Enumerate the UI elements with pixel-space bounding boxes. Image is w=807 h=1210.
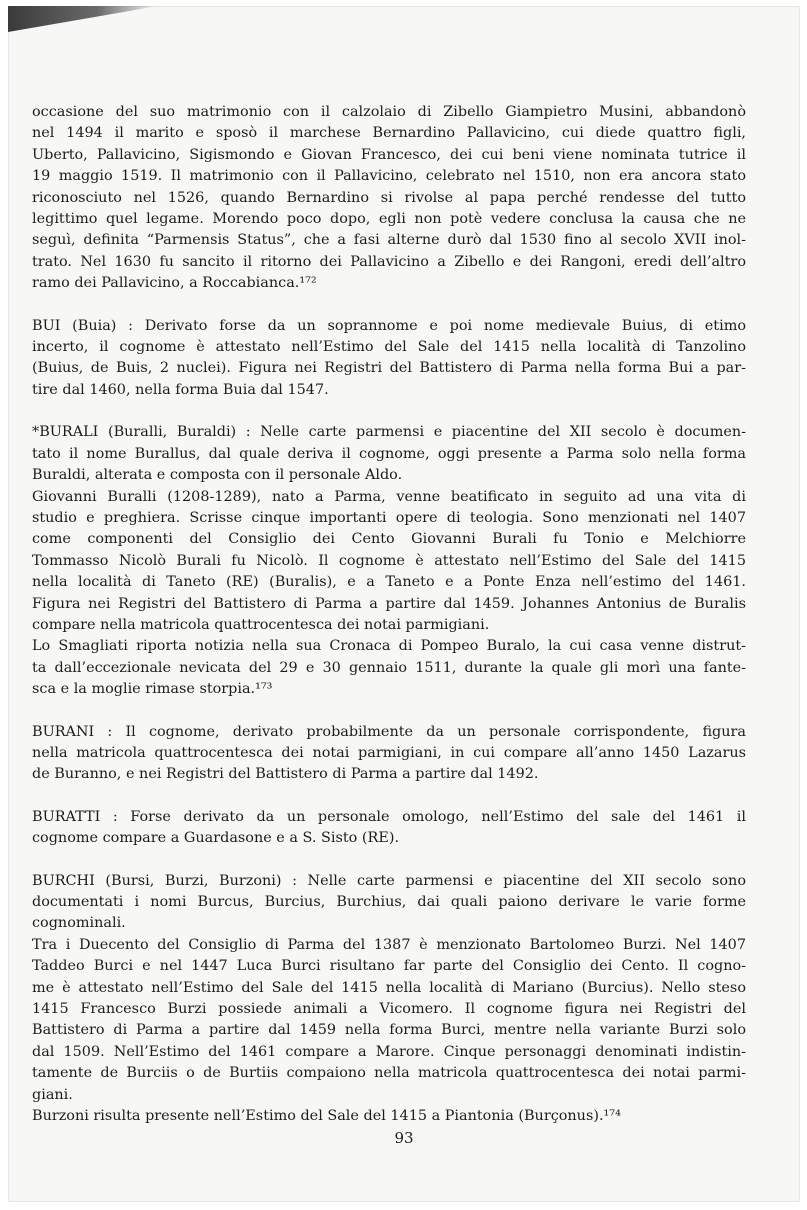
text-line: ramo dei Pallavicino, a Roccabianca.¹⁷² [32, 275, 317, 292]
text-line: dal 1509. Nell’Estimo del 1461 compare a Marore. Cinque personaggi denominati indistin- [32, 1043, 746, 1060]
text-line: BURATTI : Forse derivato da un personale omologo, nell’Estimo del sale del 1461 il [32, 808, 746, 825]
text-line: Buraldi, alterata e composta con il personale Aldo. [32, 467, 403, 484]
text-line: (Buius, de Buis, 2 nuclei). Figura nei Registri del Battistero di Parma nella forma Bui a par- [32, 360, 746, 377]
text-line: tire dal 1460, nella forma Buia dal 1547. [32, 381, 329, 398]
text-line: tamente de Burciis o de Burtiis compaiono nella matricola quattrocentesca dei notai parmi- [32, 1065, 746, 1082]
text-line: nella matricola quattrocentesca dei notai parmigiani, in cui compare all’anno 1450 Lazarus [32, 744, 746, 761]
book-page [8, 6, 800, 1202]
text-line: cognominali. [32, 915, 126, 932]
text-line: cognome compare a Guardasone e a S. Sisto (RE). [32, 830, 400, 847]
text-line: riconosciuto nel 1526, quando Bernardino si rivolse al papa perché rendesse del tutto [32, 189, 746, 206]
entry-bui [32, 316, 746, 402]
text-line: come componenti del Consiglio dei Cento Giovanni Burali fu Tonio e Melchiorre [32, 531, 746, 548]
text-line: trato. Nel 1630 fu sancito il ritorno dei Pallavicino a Zibello e dei Rangoni, eredi dell’altro [32, 253, 746, 270]
text-line: Giovanni Buralli (1208-1289), nato a Parma, venne beatificato in seguito ad una vita di [32, 488, 746, 505]
text-line: Uberto, Pallavicino, Sigismondo e Giovan Francesco, dei cui beni viene nominata tutrice il [32, 146, 746, 163]
page-text [32, 102, 746, 1127]
text-line: Battistero di Parma a partire dal 1459 nella forma Burci, mentre nella variante Burzi solo [32, 1022, 746, 1039]
text-line: BURCHI (Bursi, Burzi, Burzoni) : Nelle carte parmensi e piacentine del XII secolo sono [32, 872, 746, 889]
text-line: Tommasso Nicolò Burali fu Nicolò. Il cognome è attestato nell’Estimo del Sale del 1415 [32, 552, 746, 569]
text-line: Figura nei Registri del Battistero di Parma a partire dal 1459. Johannes Antonius de Buralis [32, 595, 746, 612]
text-line: Taddeo Burci e nel 1447 Luca Burci risultano far parte del Consiglio dei Cento. Il cogno- [32, 958, 746, 975]
text-line: legittimo quel legame. Morendo poco dopo, egli non potè vedere conclusa la causa che ne [32, 211, 746, 228]
text-line: 1415 Francesco Burzi possiede animali a Vicomero. Il cognome figura nei Registri del [32, 1001, 746, 1018]
text-line: Lo Smagliati riporta notizia nella sua Cronaca di Pompeo Buralo, la cui casa venne distrut- [32, 638, 746, 655]
text-line: nella località di Taneto (RE) (Buralis), e a Taneto e a Ponte Enza nell’estimo del 1461. [32, 574, 746, 591]
text-line: documentati i nomi Burcus, Burcius, Burchius, dai quali paiono derivare le varie forme [32, 894, 746, 910]
text-line: me è attestato nell’Estimo del Sale del 1415 nella località di Mariano (Burcius). Nello steso [32, 979, 746, 996]
entry-burali [32, 422, 746, 700]
text-line: BUI (Buia) : Derivato forse da un soprannome e poi nome medievale Buius, di etimo [32, 317, 746, 334]
text-line: BURANI : Il cognome, derivato probabilmente da un personale corrispondente, figura [32, 723, 746, 740]
text-line: sca e la moglie rimase storpia.¹⁷³ [32, 681, 273, 698]
text-line: compare nella matricola quattrocentesca dei notai parmigiani. [32, 616, 490, 633]
page-number: 93 [394, 1129, 414, 1147]
text-line: giani. [32, 1086, 73, 1103]
entry-burchi [32, 871, 746, 1128]
text-line: *BURALI (Buralli, Buraldi) : Nelle carte parmensi e piacentine del XII secolo è documen- [32, 424, 746, 441]
text-line: nel 1494 il marito e sposò il marchese Bernardino Pallavicino, cui diede quattro figli, [32, 125, 746, 142]
text-line: seguì, definita “Parmensis Status”, che a fasi alterne durò dal 1530 fino al secolo XVII inol- [32, 232, 746, 249]
text-line: tato il nome Burallus, dal quale deriva il cognome, oggi presente a Parma solo nella forma [32, 445, 746, 462]
text-line: de Buranno, e nei Registri del Battistero di Parma a partire dal 1492. [32, 766, 539, 783]
paragraph-pallavicino [32, 102, 746, 295]
text-line: Tra i Duecento del Consiglio di Parma del 1387 è menzionato Bartolomeo Burzi. Nel 1407 [32, 936, 746, 953]
text-line: Burzoni risulta presente nell’Estimo del Sale del 1415 a Piantonia (Burçonus).¹⁷⁴ [32, 1108, 621, 1125]
entry-buratti [32, 807, 746, 850]
text-line: 19 maggio 1519. Il matrimonio con il Pallavicino, celebrato nel 1510, non era ancora stato [32, 168, 746, 185]
text-line: ta dall’eccezionale nevicata del 29 e 30 gennaio 1511, durante la quale gli morì una fante- [32, 659, 746, 676]
text-line: incerto, il cognome è attestato nell’Estimo del Sale del 1415 nella località di Tanzolino [32, 339, 746, 356]
text-line: studio e preghiera. Scrisse cinque importanti opere di teologia. Sono menzionati nel 1407 [32, 509, 746, 526]
text-line: occasione del suo matrimonio con il calzolaio di Zibello Giampietro Musini, abbandonò [32, 104, 746, 120]
entry-burani [32, 722, 746, 786]
